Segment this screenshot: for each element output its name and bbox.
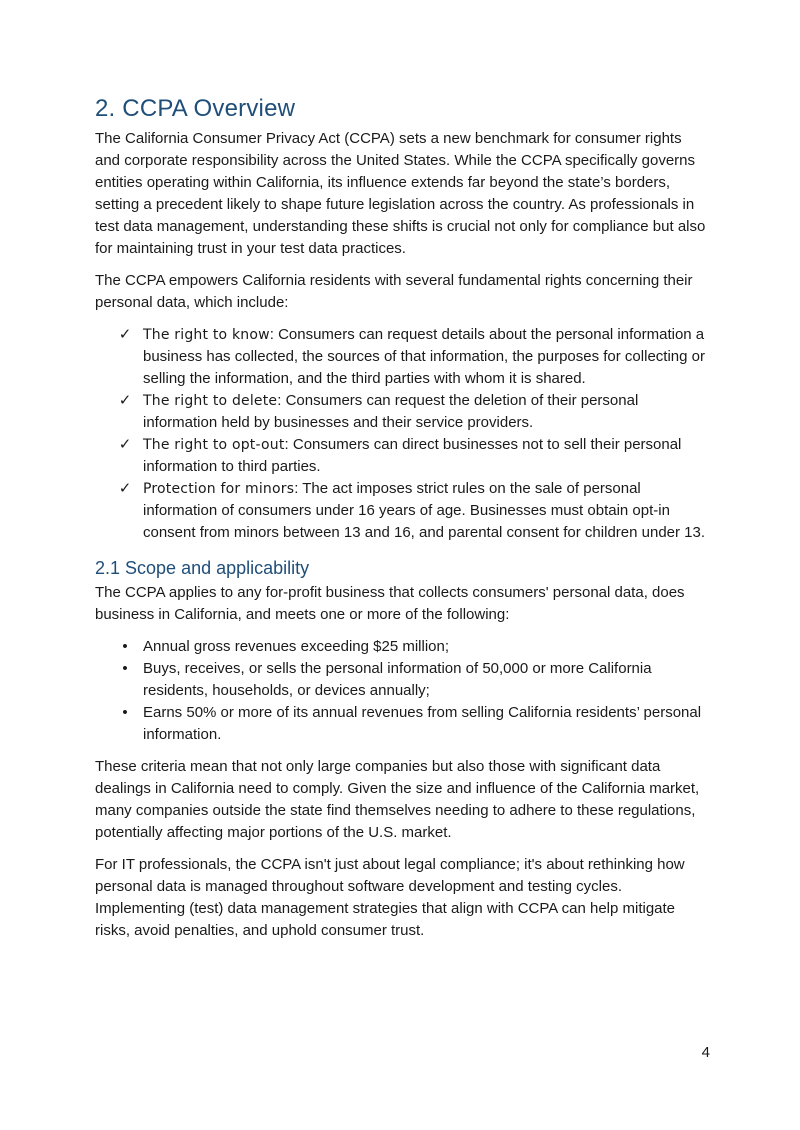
checkmark-icon: ✓ [118,436,132,453]
intro-paragraph: The California Consumer Privacy Act (CCPA) sets a new benchmark for consumer rights and corporate responsibility across the United States. While the CCPA specifically governs entities operating within California, its influence extends far beyond the state’s borders, setting a precedent likely to shape future legislation across the country. As professionals in test data management, understanding these shifts is crucial not only for compliance but also for maintaining trust in your test data practices. [95,130,706,257]
list-item [95,434,710,478]
document-page [95,94,710,952]
rights-intro-paragraph: The CCPA empowers California residents with several fundamental rights concerning their personal data, which include: [95,272,693,311]
right-term: Protection for minors [143,481,295,497]
right-description: : Consumers can direct businesses not to sell their personal information to third parties. [143,436,682,475]
right-term: The right to know [143,327,270,343]
bullet-icon: • [122,660,128,677]
section-title: 2. CCPA Overview [95,95,296,122]
list-item [95,636,710,658]
list-item [95,324,710,390]
rights-list [95,324,710,544]
checkmark-icon: ✓ [118,392,132,409]
checkmark-icon: ✓ [118,480,132,497]
scope-intro-paragraph: The CCPA applies to any for-profit business that collects consumers' personal data, does business in California, and meets one or more of the following: [95,584,685,623]
criteria-list [95,636,710,746]
list-item [95,658,710,702]
list-item [95,478,710,544]
criterion-text: Annual gross revenues exceeding $25 million; [143,638,450,655]
checkmark-icon: ✓ [118,326,132,343]
list-item [95,702,710,746]
criterion-text: Buys, receives, or sells the personal information of 50,000 or more California residents, households, or devices annually; [143,660,652,699]
criterion-text: Earns 50% or more of its annual revenues from selling California residents’ personal information. [143,704,702,743]
right-description: : Consumers can request details about the personal information a business has collected, the sources of that information, the purposes for collecting or selling the information, and the third parties with whom it is shared. [143,326,705,387]
list-item [95,390,710,434]
right-term: The right to opt-out [143,437,285,453]
page-number: 4 [701,1044,710,1061]
subsection-title: 2.1 Scope and applicability [95,558,310,578]
right-term: The right to delete [143,393,278,409]
bullet-icon: • [122,704,128,721]
it-professionals-paragraph: For IT professionals, the CCPA isn't just about legal compliance; it's about rethinking how personal data is managed throughout software development and testing cycles. Implementing (test) data management strategies that align with CCPA can help mitigate risks, avoid penalties, and uphold consumer trust. [95,856,685,939]
criteria-paragraph: These criteria mean that not only large companies but also those with significant data dealings in California need to comply. Given the size and influence of the California market, many companies outside the state find themselves needing to adhere to these regulations, potentially affecting major portions of the U.S. market. [95,758,700,841]
bullet-icon: • [122,638,128,655]
right-description: : The act imposes strict rules on the sale of personal information of consumers under 16 years of age. Businesses must obtain opt-in consent from minors between 13 and 16, and parental consent for children under 13. [143,480,706,541]
right-description: : Consumers can request the deletion of their personal information held by businesses and their service providers. [143,392,639,431]
